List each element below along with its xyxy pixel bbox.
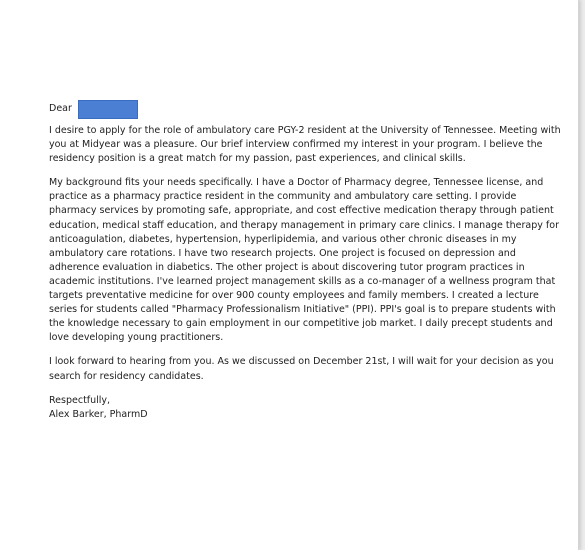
- signature-name: Alex Barker, PharmD: [49, 408, 148, 420]
- paragraph-intro: I desire to apply for the role of ambulatory care PGY-2 resident at the University of Tennessee. Meeting with you at Midyear was a pleasure. Our brief interview confirmed my interest in your program. I believe the residency position is a great match for my passion, past experiences, and clinical skills.: [49, 125, 561, 165]
- paragraph-background: My background fits your needs specifically. I have a Doctor of Pharmacy degree, Tennessee license, and practice as a pharmacy practice resident in the community and ambulatory care setting. I provide pharmacy services by promoting safe, appropriate, and cost effective medication therapy through patient education, medical staff education, and therapy management in primary care clinics. I manage therapy for anticoagulation, diabetes, hypertension, hyperlipidemia, and various other chronic diseases in my ambulatory care rotations. I have two research projects. One project is focused on depression and adherence evaluation in diabetics. The other project is about discovering tutor program practices in academic institutions. I've learned project management skills as a co-manager of a wellness program that targets preventative medicine for over 900 county employees and family members. I created a lecture series for students called "Pharmacy Professionalism Initiative" (PPI). PPI's goal is to prepare students with the knowledge necessary to gain employment in our competitive job market. I daily precept students and love developing young practitioners.: [49, 177, 559, 344]
- salutation-line: [49, 100, 561, 118]
- closing-text: Respectfully,: [49, 394, 111, 406]
- salutation-text: Dear: [49, 102, 72, 114]
- redacted-recipient-name: [78, 100, 138, 119]
- paragraph-closing-remarks: I look forward to hearing from you. As we discussed on December 21st, I will wait for your decision as you search for residency candidates.: [49, 356, 554, 382]
- cover-letter: [49, 100, 561, 422]
